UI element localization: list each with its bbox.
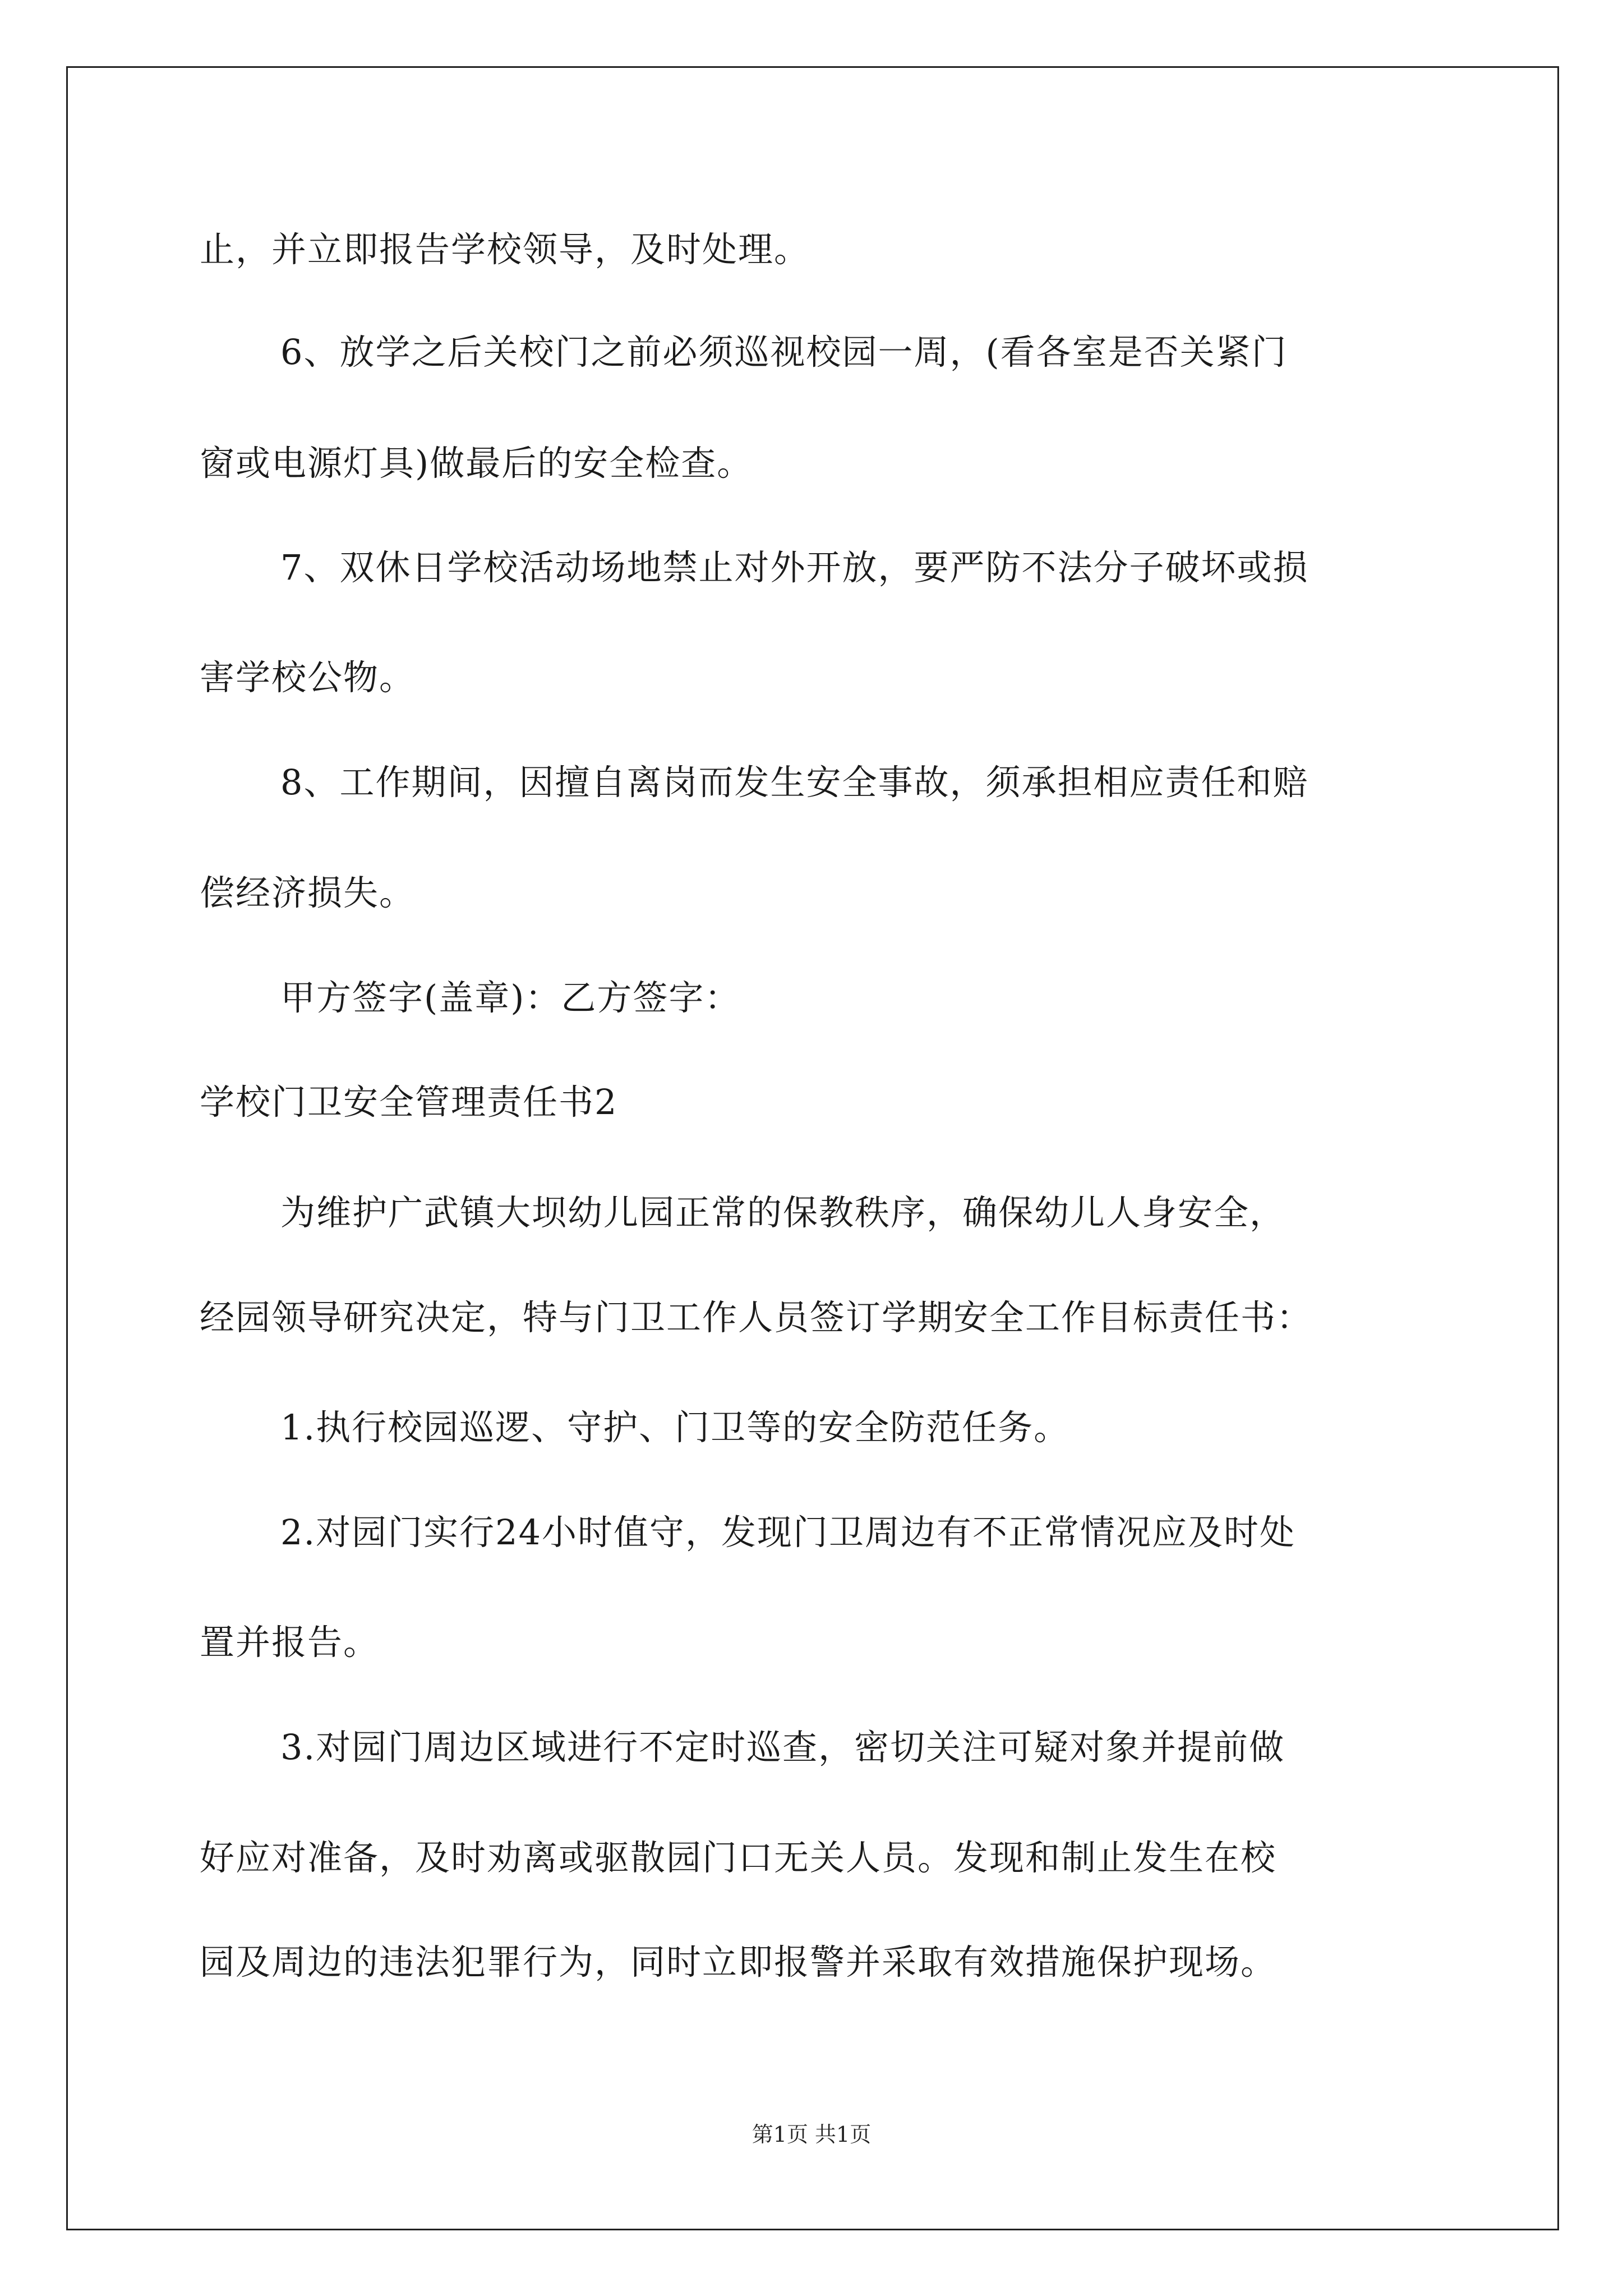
text-line: 偿经济损失。 xyxy=(200,872,416,913)
text-line: 6、放学之后关校门之前必须巡视校园一周，(看各室是否关紧门 xyxy=(280,332,1288,372)
signature-line: 甲方签字(盖章)：乙方签字： xyxy=(280,977,741,1018)
text-line: 好应对准备，及时劝离或驱散园门口无关人员。发现和制止发生在校 xyxy=(200,1837,1277,1878)
text-line: 8、工作期间，因擅自离岗而发生安全事故，须承担相应责任和赔 xyxy=(280,762,1309,803)
text-line: 为维护广武镇大坝幼儿园正常的保教秩序，确保幼儿人身安全， xyxy=(280,1192,1286,1233)
text-line: 3.对园门周边区域进行不定时巡查，密切关注可疑对象并提前做 xyxy=(280,1727,1285,1768)
text-line: 止，并立即报告学校领导，及时处理。 xyxy=(200,229,810,270)
section-title: 学校门卫安全管理责任书2 xyxy=(200,1082,618,1122)
text-line: 害学校公物。 xyxy=(200,657,416,698)
text-line: 1.执行校园巡逻、守护、门卫等的安全防范任务。 xyxy=(280,1407,1070,1448)
text-line: 园及周边的违法犯罪行为，同时立即报警并采取有效措施保护现场。 xyxy=(200,1941,1277,1982)
page-footer: 第1页 共1页 xyxy=(751,2122,872,2147)
text-line: 7、双休日学校活动场地禁止对外开放，要严防不法分子破坏或损 xyxy=(280,547,1309,588)
text-line: 2.对园门实行24小时值守，发现门卫周边有不正常情况应及时处 xyxy=(280,1512,1296,1553)
text-line: 经园领导研究决定，特与门卫工作人员签订学期安全工作目标责任书： xyxy=(200,1297,1313,1338)
text-line: 置并报告。 xyxy=(200,1622,380,1663)
text-line: 窗或电源灯具)做最后的安全检查。 xyxy=(200,443,753,484)
page-border xyxy=(66,66,1559,2230)
